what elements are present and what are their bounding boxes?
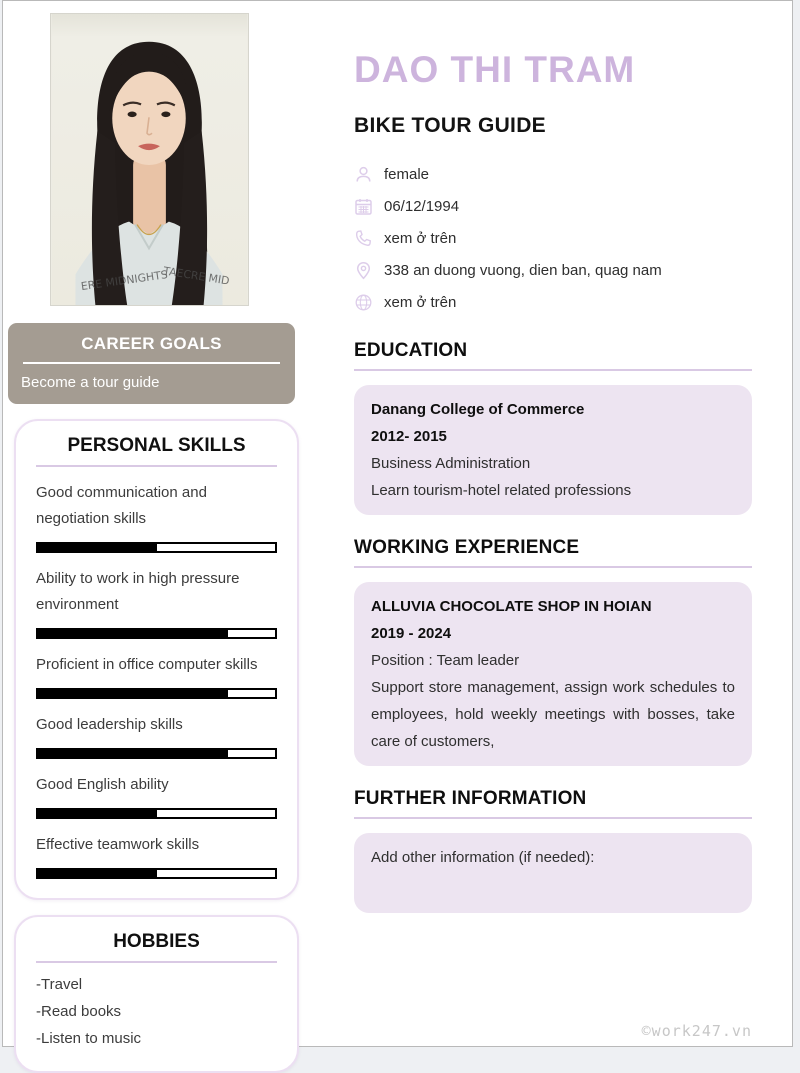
hobby-item: -Travel (36, 976, 83, 993)
job-title: BIKE TOUR GUIDE (354, 114, 546, 137)
skill-bar (36, 542, 277, 553)
personal-skills-underline (36, 465, 277, 467)
right-column (354, 1, 752, 913)
skill-bar-fill (38, 690, 228, 697)
personal-skills-title: PERSONAL SKILLS (67, 435, 246, 456)
contact-row (354, 222, 752, 254)
skill-label: Good communication and negotiation skills (36, 484, 207, 527)
contact-list (354, 158, 752, 318)
svg-text:TAECRE MID: TAECRE MID (162, 264, 231, 288)
experience-years: 2019 - 2024 (371, 625, 452, 642)
contact-row (354, 286, 752, 318)
further-information-section (354, 788, 752, 913)
skill-bar (36, 628, 277, 639)
skill-label: Good English ability (36, 776, 169, 793)
skill-bar-fill (38, 544, 157, 551)
contact-row (354, 254, 752, 286)
watermark: ©work247.vn (641, 1022, 752, 1040)
left-column (3, 1, 303, 1073)
experience-underline (354, 566, 752, 568)
hobbies-underline (36, 961, 277, 963)
further-information-content: Add other information (if needed): (371, 849, 595, 866)
career-goals-section (8, 323, 295, 404)
phone-icon (354, 229, 373, 248)
skill-bar-fill (38, 810, 157, 817)
experience-company: ALLUVIA CHOCOLATE SHOP IN HOIAN (371, 598, 652, 615)
person-name: DAO THI TRAM (354, 49, 636, 90)
skills-list (36, 480, 277, 879)
education-card (354, 385, 752, 515)
education-underline (354, 369, 752, 371)
further-information-card (354, 833, 752, 913)
skill-label: Good leadership skills (36, 716, 183, 733)
hobby-item: -Read books (36, 1003, 122, 1020)
contact-value: xem ở trên (384, 229, 457, 247)
contact-value: xem ở trên (384, 293, 457, 311)
skill-label: Effective teamwork skills (36, 836, 200, 853)
profile-photo (50, 13, 249, 306)
skill-bar-fill (38, 750, 228, 757)
education-title: EDUCATION (354, 340, 468, 361)
hobbies-section (14, 915, 299, 1073)
contact-row (354, 158, 752, 190)
hobbies-list (36, 971, 277, 1052)
skill-label: Proficient in office computer skills (36, 656, 258, 673)
career-goals-title: CAREER GOALS (81, 334, 222, 353)
skill-bar (36, 868, 277, 879)
hobbies-title: HOBBIES (113, 931, 200, 952)
education-major: Business Administration (371, 455, 531, 472)
contact-value: 338 an duong vuong, dien ban, quag nam (384, 261, 662, 279)
skill-bar-fill (38, 630, 228, 637)
experience-description: Support store management, assign work schedules to employees, hold weekly meetings with bosses, take care of customers, (371, 679, 735, 750)
education-description: Learn tourism-hotel related professions (371, 482, 632, 499)
contact-value: 06/12/1994 (384, 197, 460, 215)
experience-title: WORKING EXPERIENCE (354, 537, 580, 558)
contact-row (354, 190, 752, 222)
portrait-illustration (51, 14, 248, 305)
skill-bar-fill (38, 870, 157, 877)
experience-card (354, 582, 752, 766)
career-goals-content: Become a tour guide (21, 374, 160, 391)
career-goals-underline (23, 362, 280, 364)
experience-section (354, 537, 752, 766)
skill-bar (36, 688, 277, 699)
skill-bar (36, 748, 277, 759)
education-years: 2012- 2015 (371, 428, 447, 445)
personal-skills-section (14, 419, 299, 900)
location-icon (354, 261, 373, 280)
education-section (354, 340, 752, 515)
contact-value: female (384, 165, 430, 183)
person-icon (354, 165, 373, 184)
skill-bar (36, 808, 277, 819)
education-school: Danang College of Commerce (371, 401, 585, 418)
hobby-item: -Listen to music (36, 1030, 142, 1047)
cv-page (2, 0, 793, 1047)
globe-icon (354, 293, 373, 312)
svg-text:ERE MIDNIGHTS: ERE MIDNIGHTS (80, 268, 169, 294)
experience-position: Position : Team leader (371, 652, 520, 669)
further-information-underline (354, 817, 752, 819)
skill-label: Ability to work in high pressure environment (36, 570, 240, 613)
further-information-title: FURTHER INFORMATION (354, 788, 587, 809)
calendar-icon (354, 197, 373, 216)
